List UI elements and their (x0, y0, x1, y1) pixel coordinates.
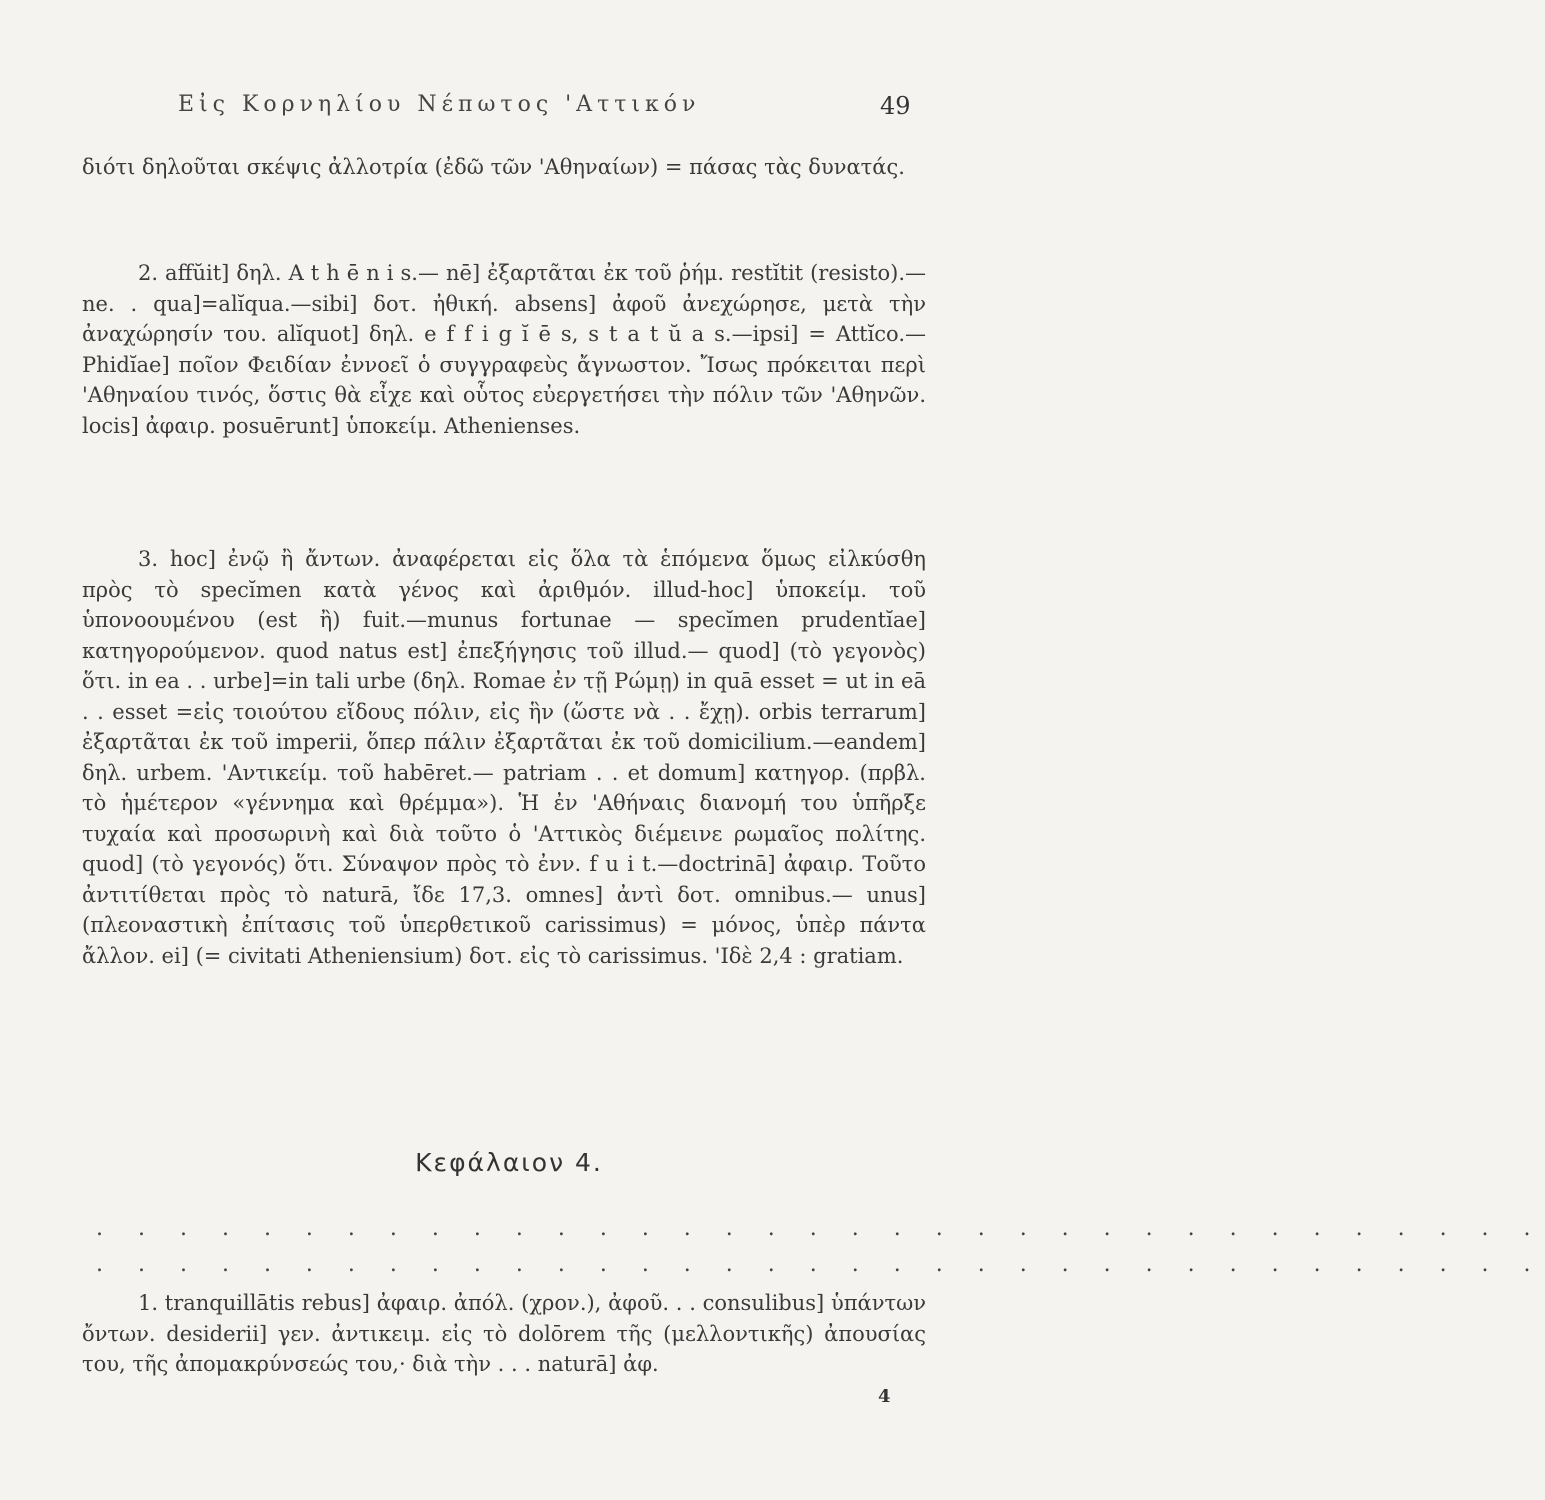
paragraph-note-2: 2. affŭit] δηλ. A t h ē n i s.— nē] ἐξαρτᾶται ἐκ τοῦ ῥήμ. restĭtit (resisto).—ne. . qua]=alĭqua.—sibi] δοτ. ἠθική. absens] ἀφοῦ ἀνεχώρησε, μετὰ τὴν ἀναχώρησίν του. alĭquot] δηλ. e f f i g ĭ ē s, s t a t ŭ a s.—ipsi] = Attĭco.—Phidĭae] ποῖον Φειδίαν ἐννοεῖ ὁ συγγραφεὺς ἄγνωστον. Ἴσως πρόκειται περὶ 'Αθηναίου τινός, ὅστις θὰ εἶχε καὶ οὗτος εὐεργετήσει τὴν πόλιν τῶν 'Αθηνῶν. locis] ἀφαιρ. posuērunt] ὑποκείμ. Athenienses. (82, 261, 926, 438)
paragraph-continuation: διότι δηλοῦται σκέψις ἀλλοτρία (ἐδῶ τῶν 'Αθηναίων) = πάσας τὰς δυνατάς. (82, 155, 905, 179)
chapter-title: Κεφάλαιον 4. (415, 1148, 603, 1177)
running-head: Εἰς Κορνηλίου Νέπωτος 'Αττικόν (178, 92, 701, 117)
paragraph-chapter-note-1: 1. tranquillātis rebus] ἀφαιρ. ἀπόλ. (χρον.), ἀφοῦ. . . consulibus] ὑπάντων ὄντων. desiderii] γεν. ἀντικειμ. εἰς τὸ dolōrem τῆς (μελλοντικῆς) ἀπουσίας του, τῆς ἀπομακρύνσεώς του,· διὰ τὴν . . . naturā] ἀφ. (82, 1291, 926, 1376)
signature-mark: 4 (878, 1386, 891, 1407)
paragraph-note-3: 3. hoc] ἐνῷ ἢ ἄντων. ἀναφέρεται εἰς ὅλα τὰ ἑπόμενα ὅμως εἰλκύσθη πρὸς τὸ specĭmen κατὰ γένος καὶ ἀριθμόν. illud-hoc] ὑποκείμ. τοῦ ὑπονοουμένου (est ἢ) fuit.—munus fortunae — specĭmen prudentĭae] κατηγορούμενον. quod natus est] ἐπεξήγησις τοῦ illud.— quod] (τὸ γεγονὸς) ὅτι. in ea . . urbe]=in tali urbe (δηλ. Romae ἐν τῇ Ρώμῃ) in quā esset = ut in eā . . esset =εἰς τοιούτου εἴδους πόλιν, εἰς ἣν (ὥστε νὰ . . ἔχῃ). orbis terrarum] ἐξαρτᾶται ἐκ τοῦ imperii, ὅπερ πάλιν ἐξαρτᾶται ἐκ τοῦ domicilium.—eandem] δηλ. urbem. 'Αντικείμ. τοῦ habēret.— patriam . . et domum] κατηγορ. (πρβλ. τὸ ἡμέτερον «γέννημα καὶ θρέμμα»). Ἡ ἐν 'Αθήναις διανομή του ὑπῆρξε τυχαία καὶ προσωρινὴ καὶ διὰ τοῦτο ὁ 'Αττικὸς διέμεινε ρωμαῖος πολίτης. quod] (τὸ γεγονός) ὅτι. Σύναψον πρὸς τὸ ἐνν. f u i t.—doctrinā] ἀφαιρ. Τοῦτο ἀντιτίθεται πρὸς τὸ naturā, ἴδε 17,3. omnes] ἀντὶ δοτ. omnibus.— unus] (πλεοναστικὴ ἐπίτασις τοῦ ὑπερθετικοῦ carissimus) = μόνος, ὑπὲρ πάντα ἄλλον. ei] (= civitati Atheniensium) δοτ. εἰς τὸ carissimus. 'Ιδὲ 2,4 : gratiam. (82, 547, 926, 968)
ellipsis-row: . . . . . . . . . . . . . . . . . . . . . . . . . . . . . . . . . . . (96, 1216, 1545, 1241)
ellipsis-row: . . . . . . . . . . . . . . . . . . . . . . . . . . . . . . . . . . . (96, 1252, 1545, 1277)
page-number: 49 (880, 92, 911, 120)
